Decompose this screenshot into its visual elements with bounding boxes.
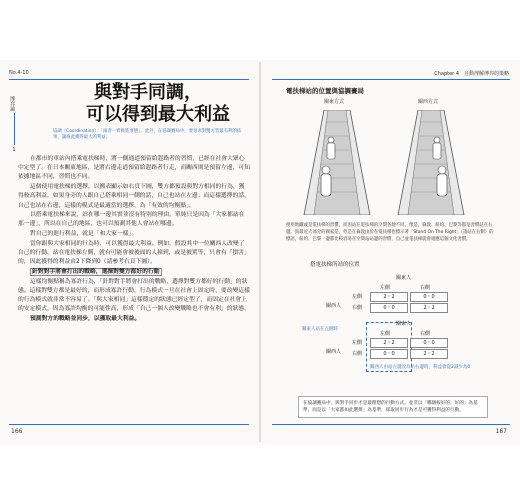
- col-header-left: 左側: [380, 285, 391, 291]
- footer-rule: [9, 424, 249, 425]
- paragraph: 當你跟與大家相同的行為時，可以獲得最大利益。例如，假設其中一位關西人改變了自己的行動，站在電扶梯左側，就有可能會被後面的人撞到，或是被罵等，只會有「損害」的，因此獲得的利益由2下降到0（請參考右頁下圖）。: [18, 240, 250, 266]
- running-header: Chapter 4 自動理解博弈的策略: [434, 71, 509, 77]
- header-rule: [272, 79, 510, 80]
- paragraph: 在都市的車站內搭乘電扶梯時，將一側通道預留給趕路者的習慣，已經在社會大眾心中定型了。在日本關東地區，是將右邊走道預留給趕路者行走，而關西則是預留左邊，可知依據地區不同，習慣也不同。: [18, 156, 250, 181]
- side-tab: [9, 96, 19, 153]
- paragraph: 這樣均衡點稱為寡許行為，「針對對手將會打出的戰略，選擇對雙方都好的行動」的狀態。這樣對雙方都是最好的，而形成寡許行動，行為模式一旦在社會上固定時，要改變這樣的行為模式就非常不容易了。「與大家相同」這樣穩定的狀態已經定型了，而固定在社會上的安定模式，因為寡許均衡的可能性高，形成「自己一個人改變戰略也不會有利」的狀態。: [18, 278, 250, 313]
- matrix-title: 搭電扶梯所站的位置: [310, 262, 360, 268]
- paragraph: 以搭乘電扶梯來說，站在哪一邊其實並沒有特別的理由，單純只是因為「大家都站在那一邊」，所以在自己的地區，也可以預測其他人會站在哪邊。: [18, 212, 245, 228]
- column-player: 關東人: [396, 275, 412, 281]
- note-box: 在協調賽局中，與對手同步才是最理想的行動方式。並非以「哪個較好的，好的」為基準，而是以「大家都如此選擇」為基準，採取同步行為才是可獲得利益的行動。: [298, 396, 488, 418]
- matrix-cell: 0・0: [370, 303, 408, 313]
- paragraph: 對自己的進行利益，就是「和大家一樣」。: [30, 231, 138, 238]
- row-header-left: 左側: [352, 294, 363, 300]
- summary: 協調（Coordination）：「兩者一齊推進事態」。此外，在協調賽局中，要尋求對雙方皆最有利的結果，讓彼此獲得最大的利益。: [53, 129, 242, 140]
- title-line-1: 與對手同調，: [94, 82, 202, 103]
- page-number: 166: [11, 428, 23, 435]
- matrix-cell: 2・2: [370, 338, 408, 348]
- matrix-cell: 2・2: [410, 303, 448, 313]
- title-line-2: 可以得到最大利益: [86, 104, 230, 125]
- side-tab-rule: [14, 113, 15, 145]
- escalator-paragraph: 使用地鐵或是電扶梯的習慣，而因站在電扶梯的空間各地不同，像是，倫敦、紐約、巴黎等都是習慣站在右邊。而最近大部分的國家是，但是在倫敦由於在電扶梯也標示著「Stand On The Right」（請站在右側）的標語，紐約、巴黎一邊都比較容易在空間站站邊的習慣，自己並電扶梯就會適應這個文化習慣。: [286, 223, 494, 242]
- escalator-caption-kanto: 關東方式: [324, 99, 345, 105]
- matrix-cell: 2・2: [410, 349, 448, 359]
- callout-bottom: 關西人由站左邊改為站右邊時，利益會從2減少為0: [370, 365, 471, 370]
- paragraph-bold: 預測對方的戰略並同步，以獲取最大利益。: [30, 315, 141, 322]
- book-gutter: [259, 62, 261, 442]
- paragraph: [18, 268, 250, 277]
- column-player: 關東人: [396, 321, 412, 327]
- left-page: [3, 60, 258, 445]
- side-tab-number: 1: [12, 147, 16, 153]
- highlighted-phrase: 針對對手將會打出的戰略，選擇對雙方都好的行動: [32, 268, 160, 275]
- callout-top: 關東人站在左側時: [302, 327, 338, 332]
- right-page: [262, 60, 517, 445]
- header-rule: [9, 79, 249, 80]
- row-player: 關西人: [326, 349, 342, 355]
- figure-title: 電扶梯站的位置與協調賽局: [286, 87, 364, 95]
- running-header: No.4-10: [9, 70, 29, 76]
- side-tab-label: 博弈論: [9, 96, 15, 111]
- escalator-caption-kansai: 關西方式: [418, 99, 439, 105]
- body-text: [18, 155, 250, 325]
- footer-rule: [272, 424, 510, 425]
- col-header-left: 左側: [380, 331, 391, 337]
- page-title: [53, 82, 243, 126]
- matrix-cell: 0・0: [370, 349, 408, 359]
- col-header-right: 右側: [420, 285, 431, 291]
- row-header-left: 左側: [352, 340, 363, 346]
- row-header-right: 右側: [352, 305, 363, 311]
- row-header-right: 右側: [352, 351, 363, 357]
- page-number: 167: [495, 428, 507, 435]
- paragraph: 這個使用電扶梯的選擇，以搬表顯示如右頁下圖，雙方都預設與對方相同的行為，獲得較高利益，如果身旁的人跟自己搭乘相同一側的話，自己也站在左邊；而這樣選擇的話，自己也站在右邊，這樣的模式是最適當的選擇，為「有效的均衡點」。: [18, 184, 250, 209]
- escalator-kansai-illustration: [396, 110, 466, 215]
- col-header-right: 右側: [420, 331, 431, 337]
- row-player: 關西人: [326, 303, 342, 309]
- escalator-kanto-illustration: [302, 110, 372, 215]
- matrix-cell: 2・2: [370, 292, 408, 302]
- matrix-cell: 0・0: [410, 292, 448, 302]
- matrix-cell: 0・0: [410, 338, 448, 348]
